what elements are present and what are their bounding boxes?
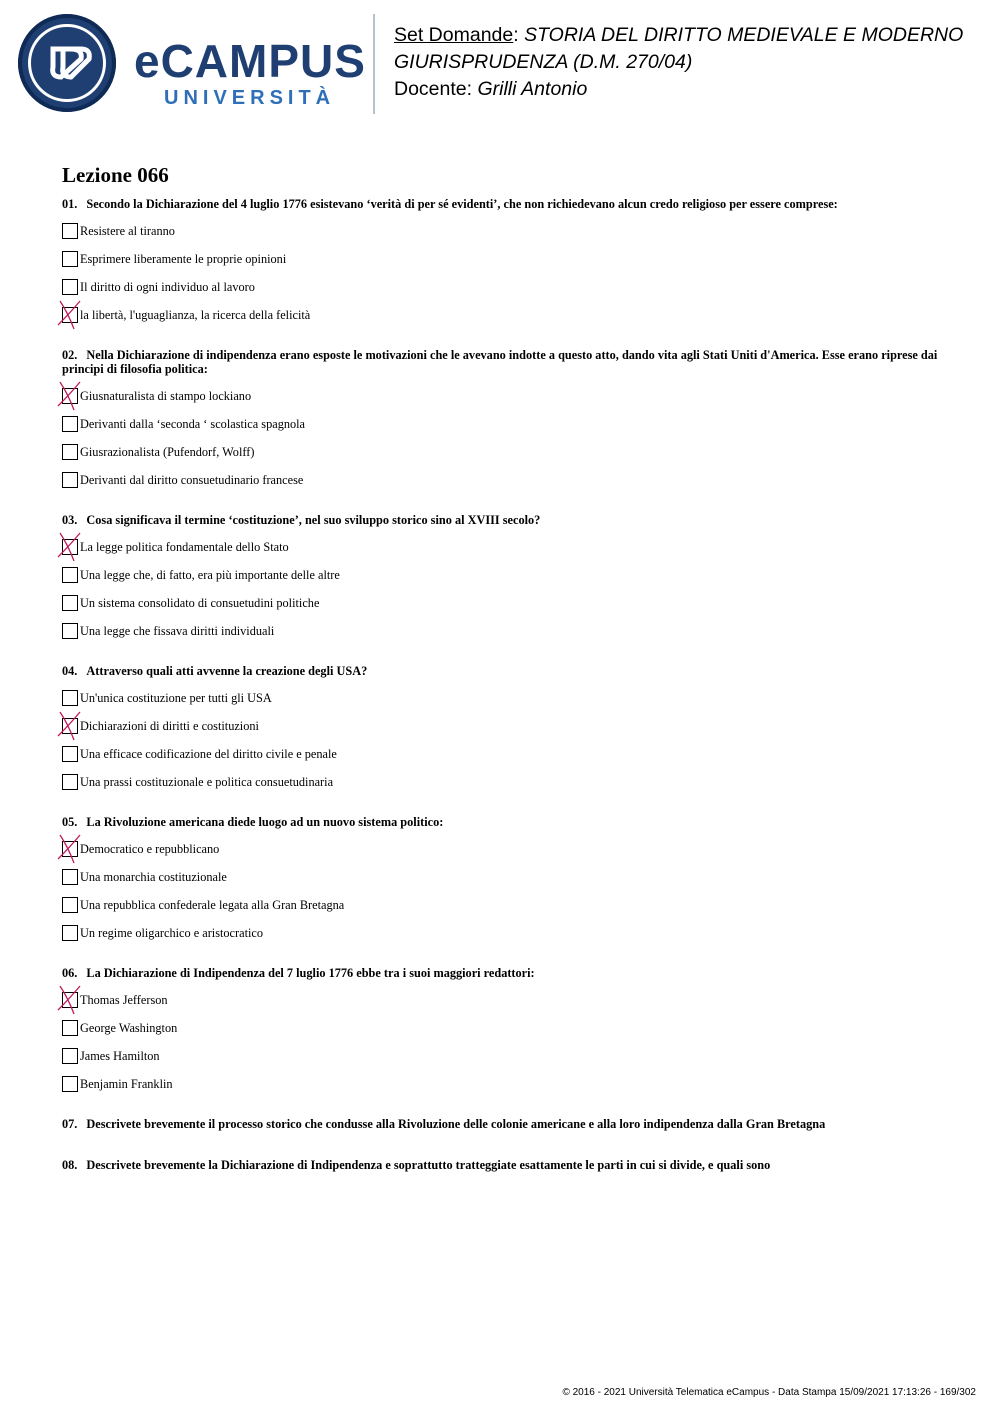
answer-label: Dichiarazioni di diritti e costituzioni <box>80 719 259 733</box>
answer-checkbox[interactable] <box>62 1020 78 1036</box>
question-prompt: Attraverso quali atti avvenne la creazione degli USA? <box>86 664 368 678</box>
question-number: 04. <box>62 664 78 678</box>
question-prompt: La Rivoluzione americana diede luogo ad un nuovo sistema politico: <box>86 815 444 829</box>
answer-label: Benjamin Franklin <box>80 1077 173 1091</box>
check-mark-icon <box>56 833 88 865</box>
question-prompt: La Dichiarazione di Indipendenza del 7 luglio 1776 ebbe tra i suoi maggiori redattori: <box>86 966 535 980</box>
answer-label: George Washington <box>80 1021 178 1035</box>
answer-checkbox[interactable] <box>62 472 78 488</box>
answer-checkbox[interactable] <box>62 623 78 639</box>
question-6 <box>62 966 942 1091</box>
lesson-title: Lezione 066 <box>62 163 169 187</box>
answer-label: Il diritto di ogni individuo al lavoro <box>80 280 255 294</box>
answer-label: Una repubblica confederale legata alla Gran Bretagna <box>80 898 345 912</box>
answer-label: Una legge che fissava diritti individuali <box>80 624 275 638</box>
answer-label: Giusnaturalista di stampo lockiano <box>80 389 252 403</box>
answer-label: Derivanti dal diritto consuetudinario francese <box>80 473 304 487</box>
answer-checkbox[interactable] <box>62 595 78 611</box>
brand-wordmark: eCAMPUS <box>134 35 366 87</box>
question-1 <box>62 197 942 322</box>
page-header <box>0 0 1000 130</box>
question-4 <box>62 664 942 789</box>
question-text <box>62 966 942 980</box>
answer-label: Resistere al tiranno <box>80 224 175 238</box>
header-divider <box>373 14 375 114</box>
question-prompt: Nella Dichiarazione di indipendenza erano esposte le motivazioni che le avevano indotte a questo atto, dando vita agli Stati Uniti d'America. Esse erano riprese dai principi di filosofia politica: <box>62 348 938 376</box>
answer-label: Una legge che, di fatto, era più importante delle altre <box>80 568 340 582</box>
answer-label: Un sistema consolidato di consuetudini politiche <box>80 596 320 610</box>
question-text <box>62 513 942 527</box>
teacher-label: Docente <box>394 78 467 100</box>
answer-label: Thomas Jefferson <box>80 993 168 1007</box>
question-2 <box>62 348 942 487</box>
answer-checkbox[interactable] <box>62 897 78 913</box>
check-mark-icon <box>56 299 88 331</box>
question-prompt: Descrivete brevemente la Dichiarazione di Indipendenza e soprattutto tratteggiate esattamente le parti in cui si divide, e quali sono <box>86 1158 771 1172</box>
answer-label: Democratico e repubblicano <box>80 842 220 856</box>
answer-checkbox[interactable] <box>62 223 78 239</box>
question-number: 05. <box>62 815 78 829</box>
question-text <box>62 1158 942 1172</box>
question-number: 06. <box>62 966 78 980</box>
question-number: 08. <box>62 1158 78 1172</box>
check-mark-icon <box>56 984 88 1016</box>
ecampus-logo-icon <box>18 14 116 112</box>
answer-checkbox[interactable] <box>62 444 78 460</box>
answer-checkbox[interactable] <box>62 567 78 583</box>
teacher-name: Grilli Antonio <box>477 78 588 100</box>
question-text <box>62 1117 942 1131</box>
page-footer: © 2016 - 2021 Università Telematica eCampus - Data Stampa 15/09/2021 17:13:26 - 169/302 <box>562 1387 976 1398</box>
answer-label: Derivanti dalla ‘seconda ‘ scolastica spagnola <box>80 417 306 431</box>
question-number: 01. <box>62 197 78 211</box>
question-8 <box>62 1158 942 1172</box>
answer-label: James Hamilton <box>80 1049 160 1063</box>
answer-checkbox[interactable] <box>62 746 78 762</box>
answer-checkbox[interactable] <box>62 774 78 790</box>
set-label: Set Domande <box>394 24 514 46</box>
question-text <box>62 197 942 211</box>
answer-label: Una prassi costituzionale e politica consuetudinaria <box>80 775 334 789</box>
question-number: 07. <box>62 1117 78 1131</box>
answer-label: Una monarchia costituzionale <box>80 870 227 884</box>
answer-label: Un regime oligarchico e aristocratico <box>80 926 264 940</box>
answer-checkbox[interactable] <box>62 279 78 295</box>
question-number: 02. <box>62 348 78 362</box>
question-prompt: Secondo la Dichiarazione del 4 luglio 1776 esistevano ‘verità di per sé evidenti’, che non richiedevano alcun credo religioso per essere comprese: <box>86 197 838 211</box>
answer-checkbox[interactable] <box>62 1048 78 1064</box>
question-5 <box>62 815 942 940</box>
check-mark-icon <box>56 531 88 563</box>
answer-label: Un'unica costituzione per tutti gli USA <box>80 691 272 705</box>
answer-checkbox[interactable] <box>62 251 78 267</box>
answer-checkbox[interactable] <box>62 416 78 432</box>
answer-checkbox[interactable] <box>62 1076 78 1092</box>
course-title: STORIA DEL DIRITTO MEDIEVALE E MODERNO <box>524 24 964 46</box>
answer-checkbox[interactable] <box>62 690 78 706</box>
check-mark-icon <box>56 380 88 412</box>
brand-subtitle: UNIVERSITÀ <box>164 87 336 109</box>
question-prompt: Descrivete brevemente il processo storico che condusse alla Rivoluzione delle colonie americane e alla loro indipendenza dalla Gran Bretagna <box>86 1117 826 1131</box>
question-text <box>62 815 942 829</box>
answer-label: Esprimere liberamente le proprie opinioni <box>80 252 287 266</box>
answer-label: La legge politica fondamentale dello Stato <box>80 540 289 554</box>
answer-label: Una efficace codificazione del diritto civile e penale <box>80 747 337 761</box>
degree-program: GIURISPRUDENZA (D.M. 270/04) <box>394 51 693 73</box>
question-text <box>62 348 942 376</box>
question-7 <box>62 1117 942 1131</box>
answer-label: Giusrazionalista (Pufendorf, Wolff) <box>80 445 255 459</box>
header-info: Set Domande: STORIA DEL DIRITTO MEDIEVALE E MODERNO GIURISPRUDENZA (D.M. 270/04) Docente: Grilli Antonio <box>394 24 964 100</box>
answer-checkbox[interactable] <box>62 925 78 941</box>
quiz-content <box>62 162 942 1172</box>
question-prompt: Cosa significava il termine ‘costituzione’, nel suo sviluppo storico sino al XVIII secolo? <box>86 513 541 527</box>
answer-checkbox[interactable] <box>62 869 78 885</box>
question-text <box>62 664 942 678</box>
question-3 <box>62 513 942 638</box>
question-number: 03. <box>62 513 78 527</box>
check-mark-icon <box>56 710 88 742</box>
answer-label: la libertà, l'uguaglianza, la ricerca della felicità <box>80 308 311 322</box>
